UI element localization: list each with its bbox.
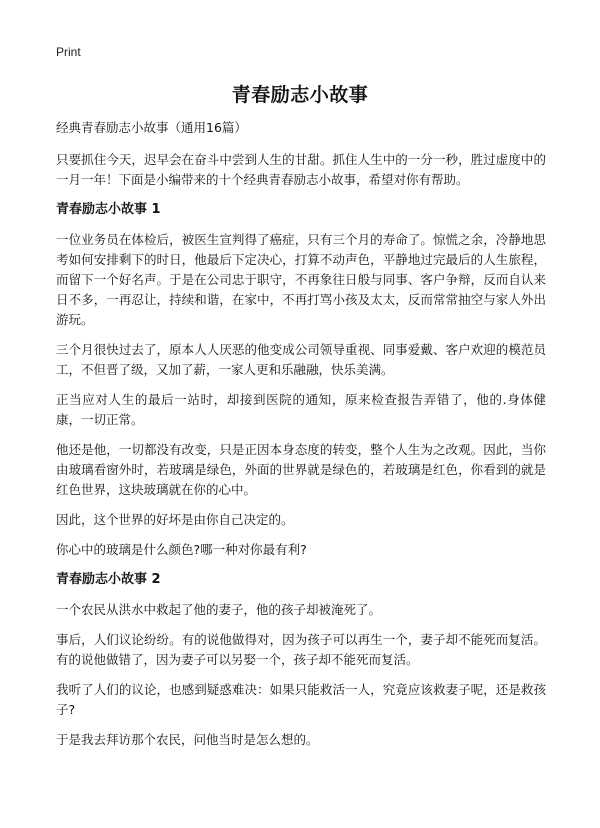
print-link[interactable]: Print [56,45,81,59]
article-subtitle: 经典青春励志小故事（通用16篇） [56,120,247,135]
article-body [56,118,546,760]
page-title: 青春励志小故事 [231,84,369,106]
paragraph: 一位业务员在体检后，被医生宣判得了癌症，只有三个月的寿命了。惊慌之余，冷静地思考如何安排剩下的时日，他最后下定决心，打算不动声色，平静地过完最后的人生旅程，而留下一个好名声。于是在公司忠于职守，不再象往日般与同事、客户争辩，反而自认来日不多，一再忍让，持续和谐，在家中，不再打骂小孩及太太，反而常常抽空与家人外出游玩。 [56,232,546,327]
paragraph: 正当应对人生的最后一站时，却接到医院的通知，原来检查报告弄错了，他的.身体健康，一切正常。 [56,392,546,427]
paragraph: 于是我去拜访那个农民，问他当时是怎么想的。 [56,732,319,747]
section-heading: 青春励志小故事 1 [56,202,161,217]
paragraph: 你心中的玻璃是什么颜色?哪一种对你最有利? [56,542,307,557]
paragraph: 事后，人们议论纷纷。有的说他做得对，因为孩子可以再生一个，妻子却不能死而复活。有的说他做错了，因为妻子可以另娶一个，孩子却不能死而复活。 [56,632,546,667]
paragraph: 三个月很快过去了，原本人人厌恶的他变成公司领导重视、同事爱戴、客户欢迎的模范员工，不但晋了级，又加了薪，一家人更和乐融融，快乐美满。 [56,342,546,377]
section-heading: 青春励志小故事 2 [56,572,161,587]
paragraph: 他还是他，一切都没有改变，只是正因本身态度的转变，整个人生为之改观。因此，当你由玻璃看窗外时，若玻璃是绿色，外面的世界就是绿色的，若玻璃是红色，你看到的就是红色世界，这块玻璃就在你的心中。 [56,442,546,497]
paragraph: 因此，这个世界的好坏是由你自己决定的。 [56,512,294,527]
paragraph: 我听了人们的议论，也感到疑惑难决：如果只能救活一人，究竟应该救妻子呢，还是救孩子? [56,682,546,717]
intro-paragraph: 只要抓住今天，迟早会在奋斗中尝到人生的甘甜。抓住人生中的一分一秒，胜过虚度中的一月一年！下面是小编带来的十个经典青春励志小故事，希望对你有帮助。 [56,152,546,187]
paragraph: 一个农民从洪水中救起了他的妻子，他的孩子却被淹死了。 [56,602,382,617]
